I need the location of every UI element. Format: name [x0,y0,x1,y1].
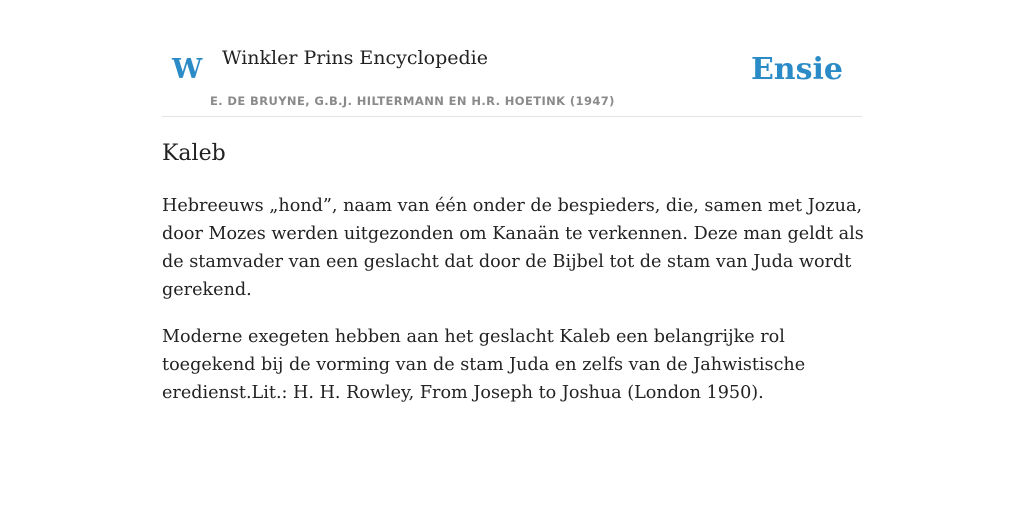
article-paragraph: Hebreeuws „hond”, naam van één onder de bespieders, die, samen met Jozua, door Mozes werden uitgezonden om Kanaän te verkennen. Deze man geldt als de stamvader van een geslacht dat door de Bijbel tot de stam van Juda wordt gerekend. [162,196,864,300]
source-authors: E. DE BRUYNE, G.B.J. HILTERMANN EN H.R. HOETINK (1947) [210,94,615,108]
source-header [162,0,862,117]
article-paragraph: Moderne exegeten hebben aan het geslacht Kaleb een belangrijke rol toegekend bij de vorming van de stam Juda en zelfs van de Jahwistische eredienst.Lit.: H. H. Rowley, From Joseph to Joshua (London 1950). [162,327,806,403]
article-title: Kaleb [162,141,226,166]
winkler-prins-logo[interactable]: W [172,54,203,85]
source-title[interactable]: Winkler Prins Encyclopedie [222,47,488,69]
ensie-logo-link[interactable]: Ensie [750,52,843,87]
article [162,138,866,407]
